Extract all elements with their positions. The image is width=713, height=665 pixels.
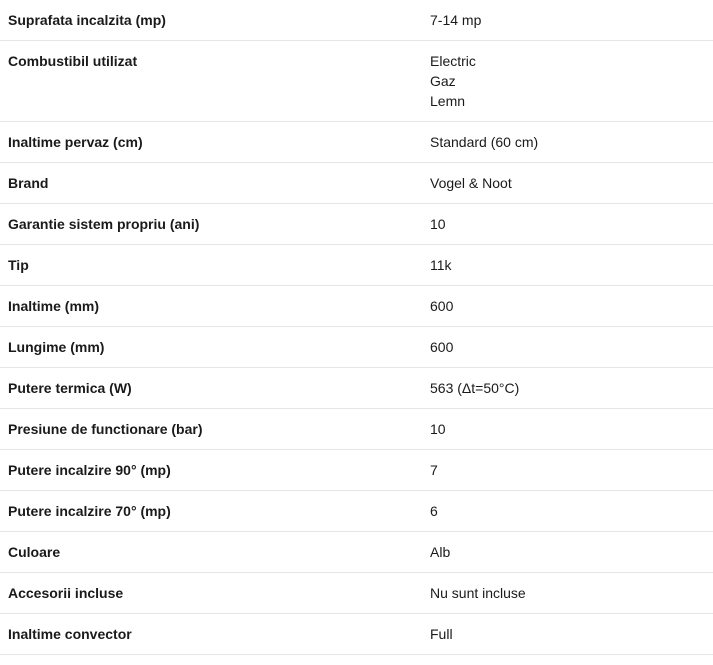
spec-label: Suprafata incalzita (mp) — [0, 0, 422, 41]
spec-value — [422, 163, 713, 204]
spec-label: Culoare — [0, 532, 422, 573]
spec-row — [0, 409, 713, 450]
spec-value-line: Full — [430, 626, 453, 642]
spec-value — [422, 122, 713, 163]
spec-label: Combustibil utilizat — [0, 41, 422, 122]
spec-value-line: 600 — [430, 339, 454, 355]
spec-row — [0, 491, 713, 532]
spec-row — [0, 0, 713, 41]
spec-value — [422, 532, 713, 573]
spec-value-line: 10 — [430, 421, 446, 437]
spec-row — [0, 532, 713, 573]
spec-label: Putere incalzire 70° (mp) — [0, 491, 422, 532]
spec-row — [0, 122, 713, 163]
spec-row — [0, 327, 713, 368]
spec-label: Putere incalzire 90° (mp) — [0, 450, 422, 491]
spec-value-line: 11k — [430, 257, 452, 273]
spec-value-line: Electric — [430, 53, 476, 69]
spec-value-line: 600 — [430, 298, 454, 314]
spec-row — [0, 286, 713, 327]
spec-value — [422, 204, 713, 245]
spec-label: Garantie sistem propriu (ani) — [0, 204, 422, 245]
spec-value-line: Vogel & Noot — [430, 175, 512, 191]
spec-label: Tip — [0, 245, 422, 286]
spec-label: Inaltime convector — [0, 614, 422, 655]
spec-row — [0, 450, 713, 491]
spec-row — [0, 41, 713, 122]
spec-row — [0, 573, 713, 614]
spec-value-line: Standard (60 cm) — [430, 134, 539, 150]
spec-value-line: 6 — [430, 503, 438, 519]
spec-value — [422, 327, 713, 368]
spec-value — [422, 245, 713, 286]
spec-label: Brand — [0, 163, 422, 204]
spec-label: Presiune de functionare (bar) — [0, 409, 422, 450]
spec-label: Accesorii incluse — [0, 573, 422, 614]
spec-row — [0, 614, 713, 655]
spec-label: Inaltime pervaz (cm) — [0, 122, 422, 163]
spec-value — [422, 0, 713, 41]
spec-value-line: Lemn — [430, 93, 466, 109]
spec-value-line: 563 (Δt=50°C) — [430, 380, 520, 396]
spec-value-line: 7 — [430, 462, 438, 478]
spec-value-line: 7-14 mp — [430, 12, 482, 28]
spec-value — [422, 409, 713, 450]
spec-value — [422, 41, 713, 122]
spec-value-line: Alb — [430, 544, 451, 560]
spec-row — [0, 163, 713, 204]
spec-label: Putere termica (W) — [0, 368, 422, 409]
spec-label: Inaltime (mm) — [0, 286, 422, 327]
spec-value — [422, 286, 713, 327]
spec-value — [422, 614, 713, 655]
spec-value — [422, 368, 713, 409]
spec-row — [0, 204, 713, 245]
spec-value — [422, 450, 713, 491]
spec-value-line: Gaz — [430, 73, 456, 89]
spec-value-line: 10 — [430, 216, 446, 232]
spec-value — [422, 573, 713, 614]
spec-value — [422, 491, 713, 532]
spec-row — [0, 368, 713, 409]
spec-label: Lungime (mm) — [0, 327, 422, 368]
spec-value-line: Nu sunt incluse — [430, 585, 526, 601]
spec-row — [0, 245, 713, 286]
